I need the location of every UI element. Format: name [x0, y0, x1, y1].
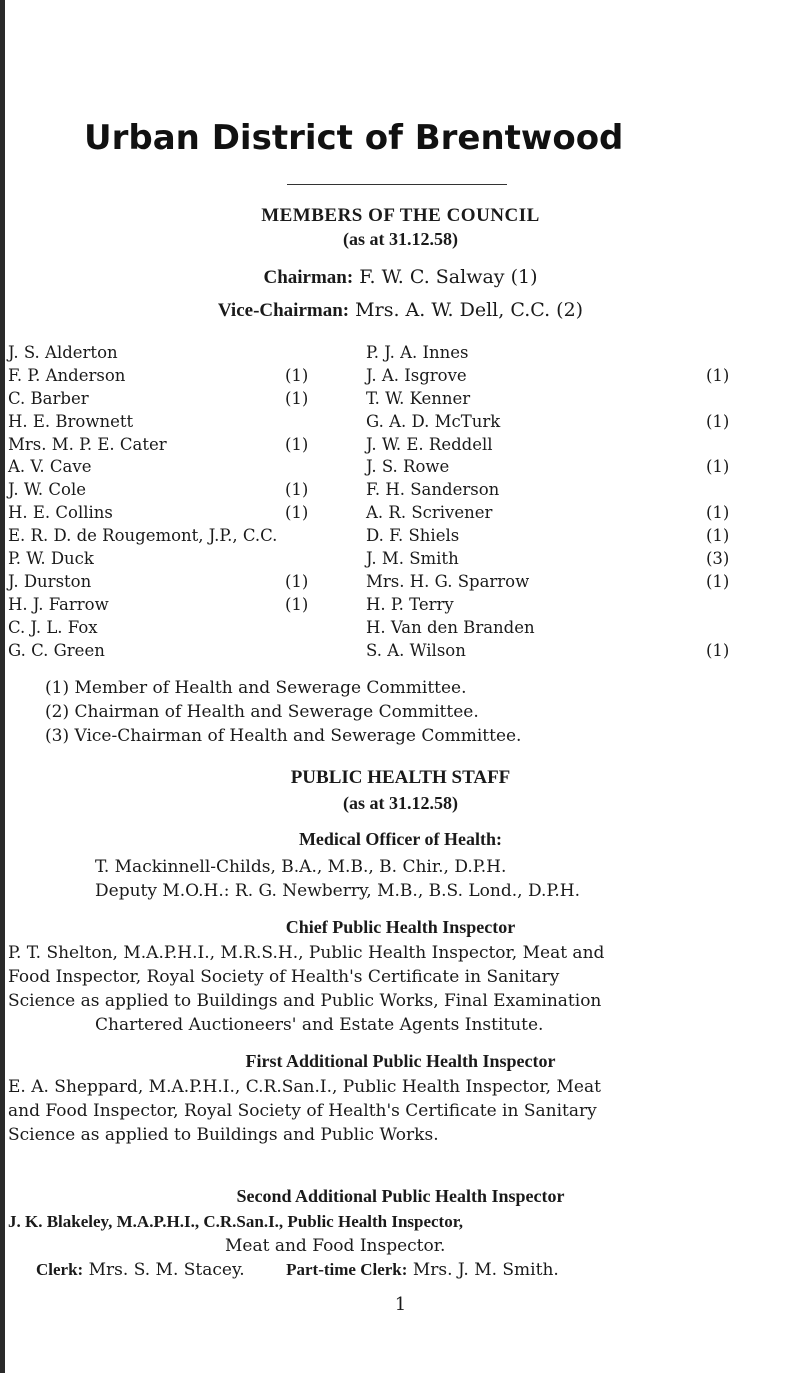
member-name: G. C. Green	[8, 640, 105, 660]
page-number: 1	[394, 1294, 407, 1315]
member-name: J. W. E. Reddell	[366, 434, 493, 454]
member-name: P. J. A. Innes	[366, 343, 469, 362]
first-inspector-text: and Food Inspector, Royal Society of Health's Certificate in Sanitary	[8, 1101, 597, 1121]
chairman-label: Chairman:	[263, 267, 354, 288]
staff-date: (as at 31.12.58)	[343, 793, 458, 813]
members-date: (as at 31.12.58)	[343, 229, 458, 249]
deputy-label: Deputy M.O.H.:	[95, 881, 230, 901]
clerk-line	[36, 1260, 559, 1280]
members-list-left	[8, 343, 348, 663]
member-name: H. E. Brownett	[8, 411, 134, 431]
chief-inspector-text: Science as applied to Buildings and Public Works, Final Examination	[8, 991, 602, 1011]
member-name: H. Van den Branden	[366, 617, 535, 637]
member-name: A. V. Cave	[8, 457, 92, 477]
member-name: S. A. Wilson	[366, 640, 466, 660]
member-name: J. Durston	[8, 571, 92, 591]
member-row	[8, 343, 348, 366]
member-committee-note: (1)	[285, 594, 309, 614]
chief-inspector-text: Chartered Auctioneers' and Estate Agents Institute.	[95, 1015, 544, 1035]
member-row	[366, 526, 746, 549]
member-row	[8, 618, 348, 641]
chairman-line	[0, 266, 801, 289]
first-inspector-text: Science as applied to Buildings and Public Works.	[8, 1125, 439, 1145]
chairman-name: F. W. C. Salway (1)	[359, 266, 538, 288]
moh-name: T. Mackinnell-Childs, B.A., M.B., B. Chir., D.P.H.	[95, 857, 507, 877]
members-heading: MEMBERS OF THE COUNCIL	[261, 205, 540, 226]
member-committee-note: (1)	[706, 457, 730, 477]
member-name: P. W. Duck	[8, 549, 94, 569]
member-row	[366, 641, 746, 664]
member-row	[8, 641, 348, 664]
clerk-name: Mrs. S. M. Stacey.	[88, 1260, 245, 1280]
chief-inspector-text: P. T. Shelton, M.A.P.H.I., M.R.S.H., Public Health Inspector, Meat and	[8, 943, 605, 963]
member-row	[366, 457, 746, 480]
member-row	[366, 435, 746, 458]
member-row	[8, 526, 348, 549]
member-name: Mrs. M. P. E. Cater	[8, 434, 167, 454]
member-row	[8, 366, 348, 389]
chief-inspector-heading: Chief Public Health Inspector	[285, 917, 516, 937]
member-name: C. J. L. Fox	[8, 617, 98, 637]
member-row	[8, 435, 348, 458]
member-row	[366, 618, 746, 641]
member-name: H. E. Collins	[8, 503, 113, 523]
member-name: H. P. Terry	[366, 594, 454, 614]
member-name: A. R. Scrivener	[366, 503, 493, 523]
member-name: E. R. D. de Rougemont, J.P., C.C.	[8, 526, 278, 546]
member-name: C. Barber	[8, 388, 89, 408]
vice-chairman-name: Mrs. A. W. Dell, C.C. (2)	[355, 299, 584, 321]
member-name: F. H. Sanderson	[366, 480, 500, 500]
member-row	[366, 412, 746, 435]
member-name: J. A. Isgrove	[366, 365, 467, 385]
second-inspector-text: Meat and Food Inspector.	[225, 1236, 446, 1256]
member-committee-note: (1)	[285, 365, 309, 385]
member-row	[8, 549, 348, 572]
member-committee-note: (1)	[706, 411, 730, 431]
parttime-clerk-name: Mrs. J. M. Smith.	[412, 1260, 559, 1280]
member-committee-note: (1)	[706, 503, 730, 523]
member-name: H. J. Farrow	[8, 594, 109, 614]
member-name: J. S. Rowe	[366, 457, 450, 477]
member-row	[366, 366, 746, 389]
clerk-label: Clerk:	[36, 1260, 84, 1279]
deputy-name: R. G. Newberry, M.B., B.S. Lond., D.P.H.	[234, 881, 580, 901]
parttime-clerk-label: Part-time Clerk:	[286, 1260, 408, 1279]
page-title: Urban District of Brentwood	[84, 118, 624, 158]
member-row	[8, 480, 348, 503]
member-row	[366, 480, 746, 503]
footnote: (2) Chairman of Health and Sewerage Committee.	[45, 702, 479, 722]
member-row	[8, 572, 348, 595]
second-inspector-text: J. K. Blakeley, M.A.P.H.I., C.R.San.I., Public Health Inspector,	[8, 1212, 463, 1231]
footnote: (1) Member of Health and Sewerage Committee.	[45, 678, 467, 698]
member-name: T. W. Kenner	[366, 388, 471, 408]
member-committee-note: (1)	[285, 571, 309, 591]
member-committee-note: (1)	[706, 365, 730, 385]
member-row	[8, 389, 348, 412]
member-committee-note: (1)	[706, 640, 730, 660]
first-inspector-text: E. A. Sheppard, M.A.P.H.I., C.R.San.I., Public Health Inspector, Meat	[8, 1077, 601, 1097]
title-divider	[287, 184, 507, 185]
member-name: Mrs. H. G. Sparrow	[366, 571, 530, 591]
member-row	[366, 549, 746, 572]
member-name: F. P. Anderson	[8, 365, 126, 385]
member-committee-note: (1)	[706, 571, 730, 591]
member-row	[8, 503, 348, 526]
staff-heading: PUBLIC HEALTH STAFF	[290, 767, 511, 788]
member-name: J. S. Alderton	[8, 343, 118, 362]
member-committee-note: (3)	[706, 549, 730, 569]
member-name: J. W. Cole	[8, 480, 86, 500]
member-row	[8, 457, 348, 480]
vice-chairman-label: Vice-Chairman:	[217, 300, 350, 321]
member-committee-note: (1)	[285, 503, 309, 523]
member-row	[366, 389, 746, 412]
member-committee-note: (1)	[285, 480, 309, 500]
second-inspector-heading: Second Additional Public Health Inspector	[236, 1186, 565, 1206]
vice-chairman-line	[0, 299, 801, 322]
deputy-line	[95, 881, 580, 901]
member-committee-note: (1)	[285, 434, 309, 454]
chief-inspector-text: Food Inspector, Royal Society of Health's Certificate in Sanitary	[8, 967, 560, 987]
member-row	[8, 595, 348, 618]
moh-heading: Medical Officer of Health:	[298, 829, 503, 849]
footnotes	[45, 678, 521, 750]
member-committee-note: (1)	[285, 388, 309, 408]
members-list-right	[366, 343, 746, 663]
member-row	[366, 595, 746, 618]
member-row	[366, 503, 746, 526]
member-name: D. F. Shiels	[366, 526, 460, 546]
member-committee-note: (1)	[706, 526, 730, 546]
member-row	[366, 343, 746, 366]
member-name: G. A. D. McTurk	[366, 411, 501, 431]
first-inspector-heading: First Additional Public Health Inspector	[245, 1051, 556, 1071]
member-row	[8, 412, 348, 435]
member-name: J. M. Smith	[366, 549, 459, 569]
footnote: (3) Vice-Chairman of Health and Sewerage Committee.	[45, 726, 522, 746]
member-row	[366, 572, 746, 595]
